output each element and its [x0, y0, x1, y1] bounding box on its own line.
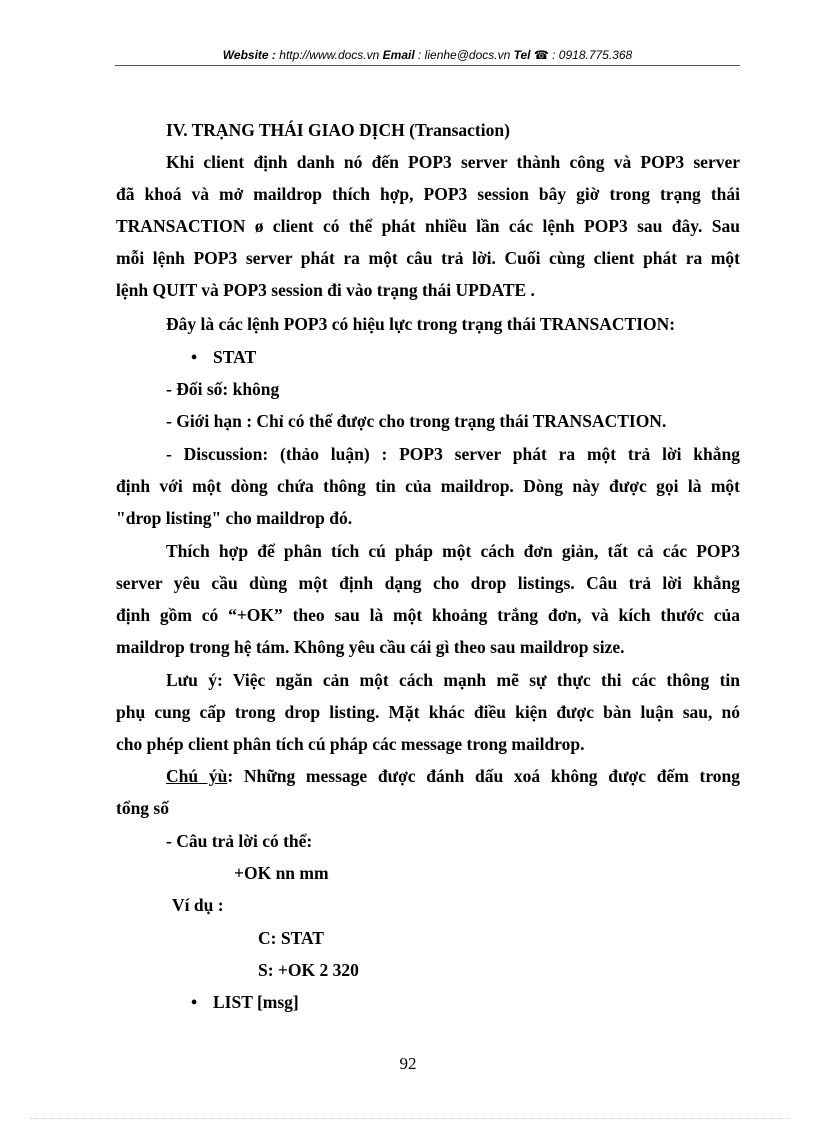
paragraph-line: Lưu ý: Việc ngăn cản một cách mạnh mẽ sự thực thi các thông tin — [166, 670, 740, 690]
paragraph-line: Thích hợp để phân tích cú pháp một cách đơn giản, tất cả các POP3 — [166, 541, 740, 561]
paragraph-line: Khi client định danh nó đến POP3 server thành công và POP3 server — [166, 152, 740, 172]
header-divider — [115, 65, 740, 66]
discussion-line: định với một dòng chứa thông tin của maildrop. Dòng này được gọi là một — [116, 476, 740, 496]
reply-format: +OK nn mm — [234, 863, 329, 883]
bullet-item-list — [191, 986, 740, 1018]
example-label: Ví dụ : — [172, 895, 224, 915]
paragraph-line: maildrop trong hệ tám. Không yêu cầu cái gì theo sau maildrop size. — [116, 637, 625, 657]
paragraph-line: TRANSACTION ø client có thể phát nhiều lần các lệnh POP3 sau đây. Sau — [116, 216, 740, 236]
bullet-item-stat — [191, 341, 740, 373]
discussion-line: "drop listing" cho maildrop đó. — [116, 508, 353, 528]
paragraph-line: Đây là các lệnh POP3 có hiệu lực trong trạng thái TRANSACTION: — [166, 314, 676, 334]
page-number: 92 — [399, 1054, 417, 1073]
email-label: Email — [382, 48, 415, 62]
bullet-label: STAT — [213, 347, 257, 367]
note-text: : Những message được đánh dấu xoá không được đếm trong — [227, 766, 740, 786]
paragraph-line: server yêu cầu dùng một định dạng cho drop listings. Câu trả lời khẳng — [116, 573, 740, 593]
example-server: S: +OK 2 320 — [258, 960, 359, 980]
note-line: tổng số — [116, 798, 169, 818]
page-header — [115, 48, 740, 62]
footer-divider — [30, 1118, 790, 1119]
restriction-line: - Giới hạn : Chỉ có thể được cho trong trạng thái TRANSACTION. — [166, 411, 667, 431]
note-line — [166, 760, 740, 792]
bullet-icon: • — [191, 992, 198, 1012]
note-label: Chú ýù — [166, 766, 228, 786]
example-client: C: STAT — [258, 928, 324, 948]
website-value[interactable]: http://www.docs.vn — [279, 48, 380, 62]
paragraph-line: đã khoá và mở maildrop thích hợp, POP3 session bây giờ trong trạng thái — [116, 184, 740, 204]
reply-intro: - Câu trả lời có thể: — [166, 831, 313, 851]
bullet-label: LIST [msg] — [213, 992, 299, 1012]
section-heading: IV. TRẠNG THÁI GIAO DỊCH (Transaction) — [166, 120, 510, 140]
discussion-line: - Discussion: (thảo luận) : POP3 server phát ra một trả lời khẳng — [166, 444, 740, 464]
paragraph-line: phụ cung cấp trong drop listing. Mặt khác điều kiện được bàn luận sau, nó — [116, 702, 740, 722]
website-label: Website : — [222, 48, 276, 62]
tel-label: Tel ☎ — [513, 48, 549, 62]
tel-value: : 0918.775.368 — [552, 48, 633, 62]
paragraph-line: mỗi lệnh POP3 server phát ra một câu trả lời. Cuối cùng client phát ra một — [116, 248, 740, 268]
paragraph-line: định gồm có “+OK” theo sau là một khoảng trắng đơn, và kích thước của — [116, 605, 740, 625]
paragraph-line: cho phép client phân tích cú pháp các message trong maildrop. — [116, 734, 585, 754]
argument-line: - Đối số: không — [166, 379, 280, 399]
paragraph-line: lệnh QUIT và POP3 session đi vào trạng thái UPDATE . — [116, 280, 535, 300]
email-value[interactable]: : lienhe@docs.vn — [418, 48, 511, 62]
bullet-icon: • — [191, 347, 198, 367]
